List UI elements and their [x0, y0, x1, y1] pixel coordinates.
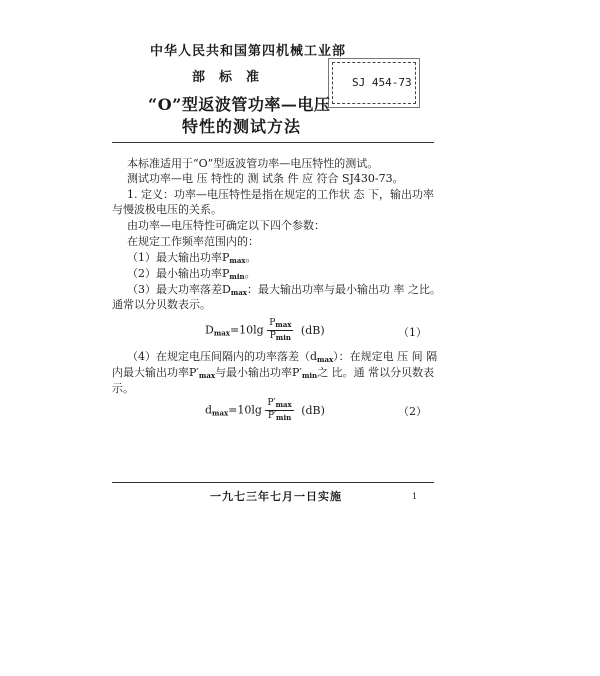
formula-1-num-sub: max	[275, 320, 292, 329]
item-interval-drop-cont-sub1: max	[198, 371, 216, 380]
formula-2-den-sub: min	[276, 413, 292, 422]
item-max-drop-desc: ：最大输出功率与最小输出功 率 之比。	[246, 283, 441, 296]
formula-1-den-sub: min	[275, 333, 291, 342]
formula-1-eq: =10lg	[229, 323, 264, 337]
formula-1	[205, 318, 325, 343]
item-min-power	[127, 267, 256, 284]
effective-date: 一九七三年七月一日实施	[210, 490, 342, 503]
standard-type: 部标准	[192, 70, 274, 85]
formula-2-num-sub: max	[275, 400, 292, 409]
formula-1-denominator	[267, 331, 293, 343]
paragraph-scope: 本标准适用于“O”型返波管功率—电压特性的测试。	[127, 157, 379, 170]
item-interval-drop-cont-text: 内最大输出功率P′	[112, 366, 199, 379]
formula-1-unit: (dB)	[300, 323, 325, 337]
formula-1-numerator	[267, 318, 293, 331]
formula-2	[205, 398, 325, 423]
formula-2-number: （2）	[398, 405, 427, 418]
ministry-name: 中华人民共和国第四机械工业部	[150, 44, 347, 59]
formula-1-den-symbol: P	[269, 331, 276, 341]
item-max-power-text: （1）最大输出功率P	[127, 251, 230, 264]
item-max-drop-sub: max	[230, 288, 247, 297]
title-line-2: 特性的测试方法	[182, 117, 302, 136]
formula-2-eq: =10lg	[228, 403, 262, 417]
formula-2-lhs: d	[205, 403, 213, 417]
page-number: 1	[412, 492, 418, 501]
item-interval-drop-sub: max	[317, 355, 334, 364]
item-interval-drop-unit: 示。	[112, 382, 134, 395]
item-interval-drop-desc: ）：在规定电 压 间 隔	[333, 350, 438, 363]
formula-2-unit: (dB)	[301, 403, 325, 417]
formula-1-lhs: D	[205, 323, 214, 337]
formula-2-num-symbol: P′	[267, 398, 276, 408]
item-interval-drop-cont-sub2: min	[301, 371, 318, 380]
formula-2-denominator	[265, 411, 293, 423]
item-max-drop-unit: 通常以分贝数表示。	[112, 298, 211, 311]
item-min-power-end: 。	[244, 267, 256, 280]
title-line-1: “O”型返波管功率—电压	[148, 95, 331, 114]
paragraph-parameters: 由功率—电压特性可确定以下四个参数：	[127, 219, 325, 232]
formula-1-fraction	[267, 318, 293, 343]
standard-number: SJ 454-73	[352, 76, 412, 89]
paragraph-range: 在规定工作频率范围内的：	[127, 235, 259, 248]
paragraph-definition-cont: 与慢波极电压的关系。	[112, 203, 222, 216]
item-interval-drop-text: （4）在规定电压间隔内的功率落差（d	[127, 350, 318, 363]
item-min-power-text: （2）最小输出功率P	[127, 267, 230, 280]
item-interval-drop-cont-end: 之 比。通 常以分贝数表	[317, 366, 435, 379]
header-divider	[112, 142, 434, 143]
formula-2-numerator	[265, 398, 293, 411]
item-interval-drop	[127, 350, 437, 367]
item-max-power-sub: max	[229, 256, 246, 265]
formula-1-num-symbol: P	[269, 318, 276, 328]
formula-2-den-symbol: P′	[267, 411, 277, 421]
formula-2-lhs-sub: max	[212, 408, 229, 418]
formula-1-number: （1）	[398, 326, 427, 339]
item-max-drop-text: （3）最大功率落差D	[127, 283, 231, 296]
footer-divider	[112, 482, 434, 483]
item-interval-drop-cont-mid: 与最小输出功率P′	[215, 366, 302, 379]
paragraph-definition: 1. 定义：功率—电压特性是指在规定的工作状 态 下，输出功率	[127, 188, 434, 201]
formula-2-fraction	[265, 398, 293, 423]
item-max-power-end: 。	[245, 251, 257, 264]
item-min-power-sub: min	[229, 272, 245, 281]
item-max-power	[127, 251, 257, 268]
item-interval-drop-cont	[112, 366, 434, 383]
paragraph-conditions: 测试功率—电 压 特性的 测 试条 件 应 符合 SJ430-73。	[127, 172, 404, 185]
formula-1-lhs-sub: max	[213, 328, 230, 338]
